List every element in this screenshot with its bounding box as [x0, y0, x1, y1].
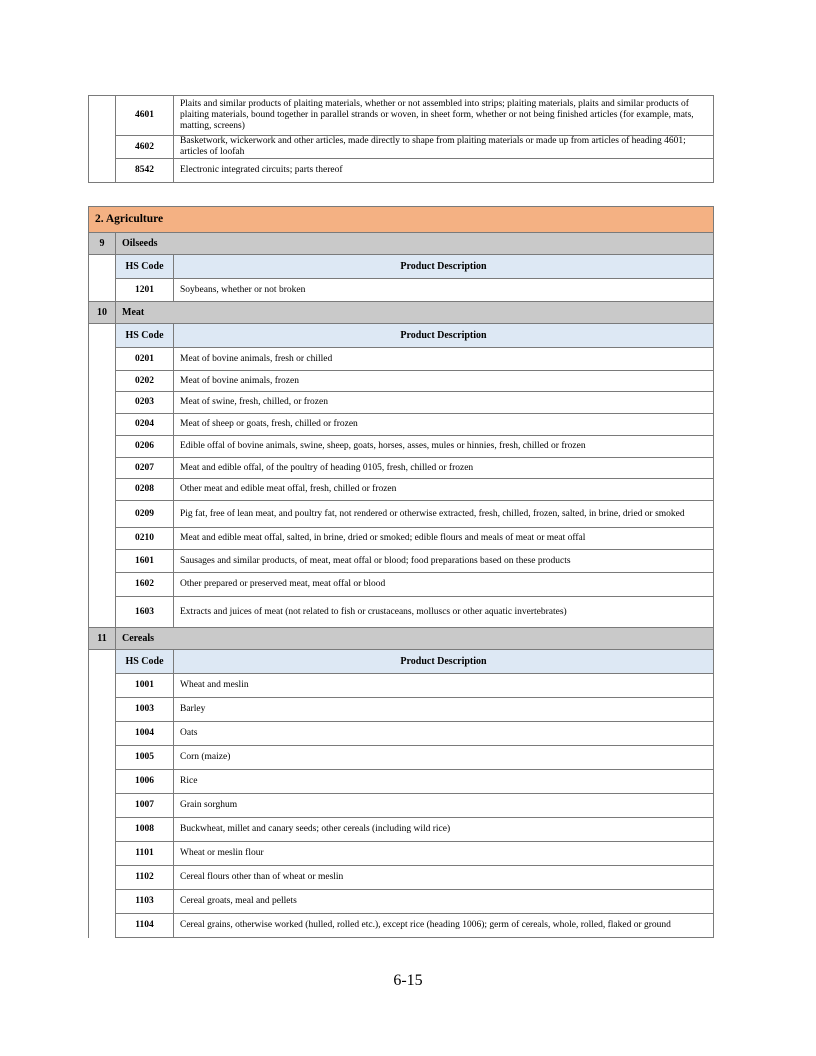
product-description-cell: Electronic integrated circuits; parts thereof	[174, 159, 714, 183]
hs-code-cell: 0208	[116, 479, 174, 501]
product-description-cell: Oats	[174, 722, 714, 746]
product-description-cell: Meat of bovine animals, fresh or chilled	[174, 348, 714, 371]
subgroup-row	[89, 233, 714, 255]
product-description-cell: Meat of swine, fresh, chilled, or frozen	[174, 392, 714, 414]
hs-code-header: HS Code	[116, 650, 174, 674]
subgroup-row	[89, 302, 714, 324]
hs-code-header: HS Code	[116, 255, 174, 279]
hs-code-cell: 1001	[116, 674, 174, 698]
table-row	[89, 501, 714, 528]
product-description-cell: Other prepared or preserved meat, meat offal or blood	[174, 573, 714, 597]
hs-code-cell: 1201	[116, 279, 174, 302]
top-continuation-table	[88, 95, 714, 183]
blank-cell	[89, 650, 116, 938]
table-row	[89, 96, 714, 136]
table-row	[89, 746, 714, 770]
table-row	[89, 371, 714, 392]
product-description-cell: Wheat and meslin	[174, 674, 714, 698]
hs-code-cell: 1601	[116, 550, 174, 573]
table-row	[89, 842, 714, 866]
hs-code-cell: 1007	[116, 794, 174, 818]
product-description-cell: Sausages and similar products, of meat, meat offal or blood; food preparations based on these products	[174, 550, 714, 573]
hs-code-cell: 1008	[116, 818, 174, 842]
table-row	[89, 159, 714, 183]
hs-code-cell: 0209	[116, 501, 174, 528]
table-row	[89, 698, 714, 722]
product-description-cell: Pig fat, free of lean meat, and poultry fat, not rendered or otherwise extracted, fresh, chilled, frozen, salted, in brine, dried or smoked	[174, 501, 714, 528]
table-row	[89, 597, 714, 628]
hs-code-cell: 1104	[116, 914, 174, 938]
hs-code-cell: 1602	[116, 573, 174, 597]
product-description-cell: Cereal flours other than of wheat or meslin	[174, 866, 714, 890]
table-row	[89, 479, 714, 501]
product-description-cell: Cereal grains, otherwise worked (hulled, rolled etc.), except rice (heading 1006); germ of cereals, whole, rolled, flaked or ground	[174, 914, 714, 938]
hs-code-cell: 0201	[116, 348, 174, 371]
table-row	[89, 722, 714, 746]
table-row	[89, 436, 714, 458]
blank-cell	[89, 255, 116, 302]
agriculture-table	[88, 206, 714, 938]
hs-code-cell: 1003	[116, 698, 174, 722]
hs-code-cell: 4602	[116, 136, 174, 159]
section-header-row	[89, 207, 714, 233]
blank-cell	[89, 324, 116, 628]
table-row	[89, 794, 714, 818]
group-name: Cereals	[116, 628, 714, 650]
product-description-cell: Meat of sheep or goats, fresh, chilled or frozen	[174, 414, 714, 436]
product-description-header: Product Description	[174, 324, 714, 348]
table-row	[89, 414, 714, 436]
hs-code-cell: 0207	[116, 458, 174, 479]
hs-code-cell: 0204	[116, 414, 174, 436]
hs-code-cell: 0202	[116, 371, 174, 392]
group-number: 10	[89, 302, 116, 324]
table-row	[89, 348, 714, 371]
hs-code-cell: 0206	[116, 436, 174, 458]
hs-code-cell: 1101	[116, 842, 174, 866]
product-description-cell: Basketwork, wickerwork and other articles, made directly to shape from plaiting materials or made up from articles of heading 4601; articles of loofah	[174, 136, 714, 159]
group-number: 9	[89, 233, 116, 255]
product-description-cell: Meat of bovine animals, frozen	[174, 371, 714, 392]
table-row	[89, 550, 714, 573]
section-title: 2. Agriculture	[89, 207, 714, 233]
product-description-cell: Other meat and edible meat offal, fresh, chilled or frozen	[174, 479, 714, 501]
hs-code-cell: 1004	[116, 722, 174, 746]
column-header-row	[89, 324, 714, 348]
table-row	[89, 890, 714, 914]
product-description-cell: Grain sorghum	[174, 794, 714, 818]
product-description-header: Product Description	[174, 255, 714, 279]
column-header-row	[89, 255, 714, 279]
hs-code-cell: 8542	[116, 159, 174, 183]
group-name: Meat	[116, 302, 714, 324]
hs-code-cell: 1103	[116, 890, 174, 914]
product-description-cell: Wheat or meslin flour	[174, 842, 714, 866]
product-description-header: Product Description	[174, 650, 714, 674]
column-header-row	[89, 650, 714, 674]
hs-code-cell: 1603	[116, 597, 174, 628]
table-row	[89, 573, 714, 597]
table-row	[89, 914, 714, 938]
subgroup-row	[89, 628, 714, 650]
hs-code-cell: 0210	[116, 528, 174, 550]
table-row	[89, 279, 714, 302]
table-row	[89, 528, 714, 550]
hs-code-cell: 1005	[116, 746, 174, 770]
product-description-cell: Rice	[174, 770, 714, 794]
product-description-cell: Extracts and juices of meat (not related to fish or crustaceans, molluscs or other aquatic invertebrates)	[174, 597, 714, 628]
product-description-cell: Plaits and similar products of plaiting materials, whether or not assembled into strips; plaiting materials, plaits and similar products of plaiting materials, bound together in parallel strands or woven, in sheet form, whether or not being finished articles (for example, mats, matting, screens)	[174, 96, 714, 136]
product-description-cell: Soybeans, whether or not broken	[174, 279, 714, 302]
table-row	[89, 818, 714, 842]
hs-code-cell: 4601	[116, 96, 174, 136]
page-number: 6-15	[393, 972, 423, 989]
hs-code-header: HS Code	[116, 324, 174, 348]
product-description-cell: Meat and edible meat offal, salted, in brine, dried or smoked; edible flours and meals of meat or meat offal	[174, 528, 714, 550]
table-row	[89, 866, 714, 890]
product-description-cell: Edible offal of bovine animals, swine, sheep, goats, horses, asses, mules or hinnies, fresh, chilled or frozen	[174, 436, 714, 458]
hs-code-cell: 1006	[116, 770, 174, 794]
group-name: Oilseeds	[116, 233, 714, 255]
table-row	[89, 770, 714, 794]
product-description-cell: Corn (maize)	[174, 746, 714, 770]
product-description-cell: Cereal groats, meal and pellets	[174, 890, 714, 914]
table-row	[89, 674, 714, 698]
product-description-cell: Barley	[174, 698, 714, 722]
product-description-cell: Buckwheat, millet and canary seeds; other cereals (including wild rice)	[174, 818, 714, 842]
table-row	[89, 136, 714, 159]
hs-code-cell: 1102	[116, 866, 174, 890]
product-description-cell: Meat and edible offal, of the poultry of heading 0105, fresh, chilled or frozen	[174, 458, 714, 479]
group-number: 11	[89, 628, 116, 650]
blank-cell	[89, 96, 116, 183]
table-row	[89, 458, 714, 479]
hs-code-cell: 0203	[116, 392, 174, 414]
table-row	[89, 392, 714, 414]
